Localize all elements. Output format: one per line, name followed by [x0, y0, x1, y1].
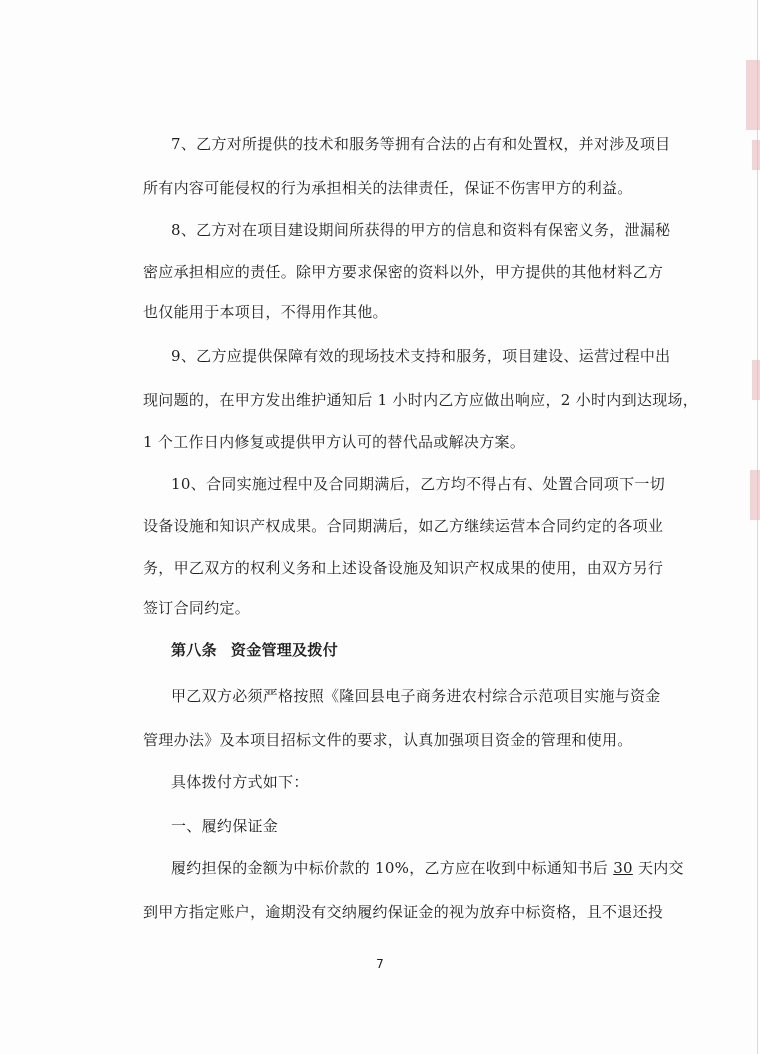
scan-edge-mark	[752, 140, 760, 170]
deposit-days: 30	[613, 859, 633, 877]
clause-7-line-2: 所有内容可能侵权的行为承担相关的法律责任，保证不伤害甲方的利益。	[143, 179, 633, 197]
clause-10-line-3: 务，甲乙双方的权利义务和上述设备设施及知识产权成果的使用，由双方另行	[143, 559, 664, 577]
scan-edge-mark	[746, 60, 760, 130]
funds-paragraph-line-2: 管理办法》及本项目招标文件的要求，认真加强项目资金的管理和使用。	[143, 731, 633, 749]
clause-10-line-1: 10、合同实施过程中及合同期满后，乙方均不得占有、处置合同项下一切	[171, 475, 665, 493]
deposit-text-after: 天内交	[632, 859, 684, 877]
clause-10-line-2: 设备设施和知识产权成果。合同期满后，如乙方继续运营本合同约定的各项业	[143, 517, 664, 535]
clause-9-line-1: 9、乙方应提供保障有效的现场技术支持和服务，项目建设、运营过程中出	[171, 347, 671, 365]
clause-8-line-3: 也仅能用于本项目，不得用作其他。	[143, 303, 388, 321]
funds-paragraph-line-1: 甲乙双方必须严格按照《隆回县电子商务进农村综合示范项目实施与资金	[171, 687, 661, 705]
clause-9-line-3: 1 个工作日内修复或提供甲方认可的替代品或解决方案。	[143, 433, 526, 451]
scan-edge-mark	[752, 360, 760, 400]
section-1-heading: 一、履约保证金	[171, 817, 279, 835]
page-number: 7	[376, 957, 384, 971]
deposit-line-2: 到甲方指定账户，逾期没有交纳履约保证金的视为放弃中标资格，且不退还投	[143, 903, 664, 921]
clause-7-line-1: 7、乙方对所提供的技术和服务等拥有合法的占有和处置权，并对涉及项目	[171, 135, 671, 153]
clause-10-line-4: 签订合同约定。	[143, 599, 251, 617]
article-number: 第八条	[171, 641, 217, 659]
clause-9-line-2: 现问题的，在甲方发出维护通知后 1 小时内乙方应做出响应，2 小时内到达现场，	[143, 391, 699, 409]
deposit-text-before: 履约担保的金额为中标价款的 10%，乙方应在收到中标通知书后	[171, 859, 614, 877]
article-8-heading	[171, 640, 338, 660]
article-title: 资金管理及拨付	[230, 641, 339, 659]
deposit-line	[171, 858, 684, 878]
clause-8-line-2: 密应承担相应的责任。除甲方要求保密的资料以外，甲方提供的其他材料乙方	[143, 263, 664, 281]
clause-8-line-1: 8、乙方对在项目建设期间所获得的甲方的信息和资料有保密义务，泄漏秘	[171, 221, 671, 239]
scan-edge-mark	[750, 470, 760, 520]
payment-method-line: 具体拨付方式如下：	[171, 773, 309, 791]
